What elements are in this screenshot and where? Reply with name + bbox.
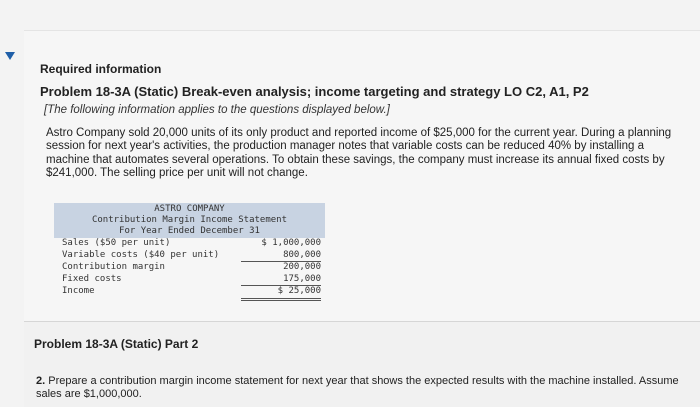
question-text: Prepare a contribution margin income statement for next year that shows the expected results with the machine installed. Assume sales are $1,000,000.	[36, 375, 679, 400]
statement-row-income	[54, 286, 325, 301]
row-amount: $ 25,000	[241, 286, 321, 301]
statement-name: Contribution Margin Income Statement	[91, 215, 288, 225]
question-number: 2.	[36, 375, 46, 387]
statement-header	[54, 203, 325, 238]
required-info-label: Required information	[40, 62, 162, 76]
part2-question	[36, 375, 696, 400]
row-amount: 175,000	[241, 274, 321, 287]
statement-company: ASTRO COMPANY	[154, 204, 225, 214]
bookmark-icon[interactable]	[4, 50, 16, 62]
problem-description: Astro Company sold 20,000 units of its only product and reported income of $25,000 for the current year. During a planning session for next year's activities, the production manager notes that variable costs can be reduced 40% by installing a machine that automates several operations. To obtain these savings, the company must increase its annual fixed costs by $241,000. The selling price per unit will not change.	[46, 127, 672, 180]
statement-row-contribution-margin	[54, 262, 325, 274]
income-statement	[54, 203, 325, 301]
part2-title: Problem 18-3A (Static) Part 2	[34, 337, 199, 351]
row-amount: $ 1,000,000	[261, 238, 321, 248]
row-label: Contribution margin	[62, 262, 165, 273]
statement-row-fixed-costs	[54, 274, 325, 287]
row-label: Fixed costs	[62, 273, 122, 284]
row-label: Income	[62, 286, 95, 297]
row-label: Sales ($50 per unit)	[62, 238, 171, 248]
row-amount: 200,000	[283, 262, 321, 273]
statement-period: For Year Ended December 31	[119, 226, 260, 236]
statement-row-variable-costs	[54, 250, 325, 263]
statement-row-sales	[54, 238, 325, 250]
info-note: [The following information applies to the questions displayed below.]	[44, 104, 390, 116]
problem-title: Problem 18-3A (Static) Break-even analysis; income targeting and strategy LO C2, A1, P2	[40, 84, 589, 99]
row-amount: 800,000	[241, 250, 321, 263]
row-label: Variable costs ($40 per unit)	[62, 249, 220, 260]
